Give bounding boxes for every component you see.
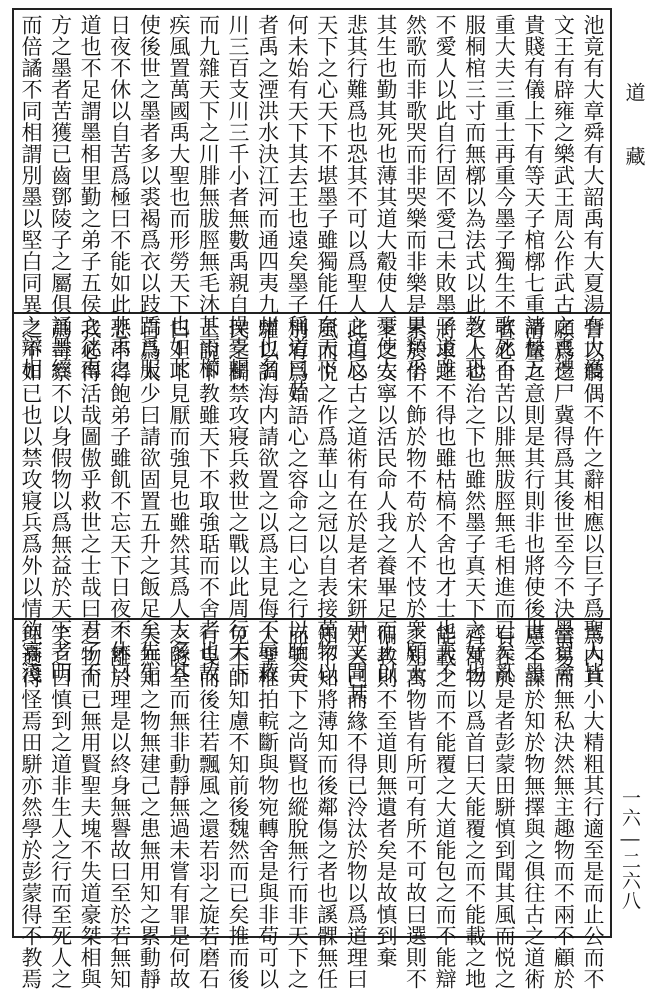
text-column: 之上也治之下也雖然墨子真天下之好也 bbox=[462, 318, 487, 684]
text-column: 使後世之墨者多以裘褐爲衣以跂蹻爲服 bbox=[137, 14, 162, 380]
text-panel-middle bbox=[18, 318, 606, 705]
text-column: 服桐棺三寸而無槨以為法式以此教人恐 bbox=[462, 14, 487, 380]
text-column: 之知萬物皆有所可有所不可故曰選則不 bbox=[403, 624, 428, 990]
text-column: 有在於是者彭蒙田駢慎到聞其風而悦之 bbox=[492, 624, 517, 990]
text-column: 知不知將薄知而後鄰傷之者也謑髁無任 bbox=[314, 624, 339, 990]
text-column: 夫無知之物無建己之患無用知之累動靜 bbox=[137, 624, 162, 990]
text-column: 重大夫三重士再重今墨子獨生不歌死不 bbox=[492, 14, 517, 380]
text-column: 我必得活哉圖傲乎救世之士哉曰君子不 bbox=[78, 318, 103, 684]
text-column: 知去己而緣不得已泠汰於物以爲道理曰 bbox=[344, 624, 369, 990]
text-column: 川三百支川三千小者無數禹親自操橐耜 bbox=[226, 14, 251, 380]
text-column: 貴賤有儀上下有等天子棺槨七重諸侯五 bbox=[521, 14, 546, 380]
text-column: 免不師知慮不知前後魏然而已矣推而後 bbox=[226, 624, 251, 990]
text-column: 願爲之尸冀得爲其後世至今不決墨翟禽 bbox=[551, 318, 576, 684]
text-column: 其生也勤其死也薄其道大觳使人憂使人 bbox=[373, 14, 398, 380]
text-column: 之不如已也以禁攻寢兵爲外以情欲寡淺 bbox=[19, 318, 43, 684]
text-column: 別宥爲始語心之容命之曰心之行以聏合 bbox=[285, 318, 310, 684]
text-column: 而笑天下之尚賢也縱脫無行而非天下之 bbox=[285, 624, 310, 990]
text-column: 天下之心天下不堪墨子雖獨能任奈天下 bbox=[314, 14, 339, 380]
text-column: 道也不足謂墨相里勤之弟子五侯之徒南 bbox=[78, 14, 103, 380]
text-column: 徧教則不至道則無遺者矣是故慎到棄 bbox=[373, 624, 398, 968]
text-column: 悲其行難爲也恐其不可以爲聖人之道反 bbox=[344, 14, 369, 380]
text-column: 不愛人以此自行固不愛己未敗墨子道雖 bbox=[433, 14, 458, 380]
text-column: 風而悦之作爲華山之冠以自表接萬物以 bbox=[314, 318, 339, 684]
text-column: 此白心古之道術有在於是者宋鈃尹文聞其 bbox=[344, 318, 369, 705]
text-column: 累於俗不飾於物不苟於人不忮於衆願天 bbox=[403, 318, 428, 684]
text-column: 下之安寧以活民命人我之養畢足而止以 bbox=[373, 318, 398, 684]
text-column: 慮不謀於知於物無擇與之俱往古之道術 bbox=[521, 624, 546, 990]
text-column: 理適得怪焉田駢亦然學於彭蒙得不教焉 bbox=[19, 624, 43, 990]
text-column: 行曳而後往若飄風之還若羽之旋若磨石 bbox=[196, 624, 221, 990]
text-column: 者禹之湮洪水決江河而通四夷九州也名 bbox=[255, 14, 280, 380]
text-panel-top bbox=[18, 14, 606, 401]
text-column: 能載之而不能覆之大道能包之而不能辯 bbox=[433, 624, 458, 990]
text-column: 當易而無私決然無主趣物而不兩不顧於 bbox=[551, 624, 576, 990]
text-column: 訾以觭偶不仵之辭相應以巨子爲聖人皆 bbox=[580, 318, 605, 684]
text-column: 笑之曰慎到之道非生人之行而至死人之 bbox=[48, 624, 73, 990]
text-column: 者必自苦以腓無胈脛無毛相進而已矣亂 bbox=[492, 318, 517, 684]
text-column: 方之墨者苦獲已齒鄧陵子之屬俱誦墨經 bbox=[48, 14, 73, 380]
page-number: 一六―二六八 bbox=[619, 788, 641, 911]
text-column: 不離於理是以終身無譽故曰至於若無知 bbox=[107, 624, 132, 990]
text-column: 自爲太少曰請欲固置五升之飯足矣先生 bbox=[137, 318, 162, 684]
text-panel-bottom bbox=[18, 624, 606, 990]
text-column: 然歌而非歌哭而非哭樂而非樂是果類乎 bbox=[403, 14, 428, 380]
text-column: 爲苛察不以身假物以爲無益於天下者明 bbox=[48, 318, 73, 684]
text-column: 將求之不得也雖枯槁不舍也才士也夫不 bbox=[433, 318, 458, 684]
text-column: 曰上下見厭而強見也雖然其爲人太多其 bbox=[166, 318, 191, 684]
text-column: 上說下教雖天下不取強聒而不舍者也故 bbox=[196, 318, 221, 684]
text-column: 驩以調海内請欲置之以爲主見侮不辱救 bbox=[255, 318, 280, 684]
text-column: 文王有辟雍之樂武王周公作武古之喪禮 bbox=[551, 14, 576, 380]
text-column: 齊萬物以爲首曰天能覆之而不能載之地 bbox=[462, 624, 487, 990]
text-column: 民之鬭禁攻寢兵救世之戰以此周行天下 bbox=[226, 318, 251, 684]
text-column: 疾風置萬國禹大聖也而形勞天下也如此 bbox=[166, 14, 191, 380]
collection-title: 道 藏 bbox=[622, 82, 646, 176]
text-column: 之物而已無用賢聖夫塊不失道豪桀相與 bbox=[78, 624, 103, 990]
text-column: 大聖椎拍輐斷與物宛轉舍是與非苟可以 bbox=[255, 624, 280, 990]
text-column: 滑釐之意則是其行則非也將使後世之墨 bbox=[521, 318, 546, 684]
text-column: 之隧全而無非動靜無過未嘗有罪是何故 bbox=[166, 624, 191, 990]
text-column: 而倍譎不同相謂別墨以堅白同異之辯相 bbox=[19, 14, 43, 380]
text-column: 而九雜天下之川腓無胈脛無毛沐甚雨櫛 bbox=[196, 14, 221, 380]
text-column: 日夜不休以自苦爲極曰不能如此非禹之 bbox=[107, 14, 132, 380]
text-column: 恐不得飽弟子雖飢不忘天下日夜不休曰 bbox=[107, 318, 132, 684]
text-column: 何未始有天下其去王也遠矣墨子稱道曰昔 bbox=[285, 14, 310, 401]
text-column: 池竟有大章舜有大韶禹有大夏湯有大濩 bbox=[580, 14, 605, 380]
text-column: 爲内其小大精粗其行適至是而止公而不 bbox=[580, 624, 605, 990]
